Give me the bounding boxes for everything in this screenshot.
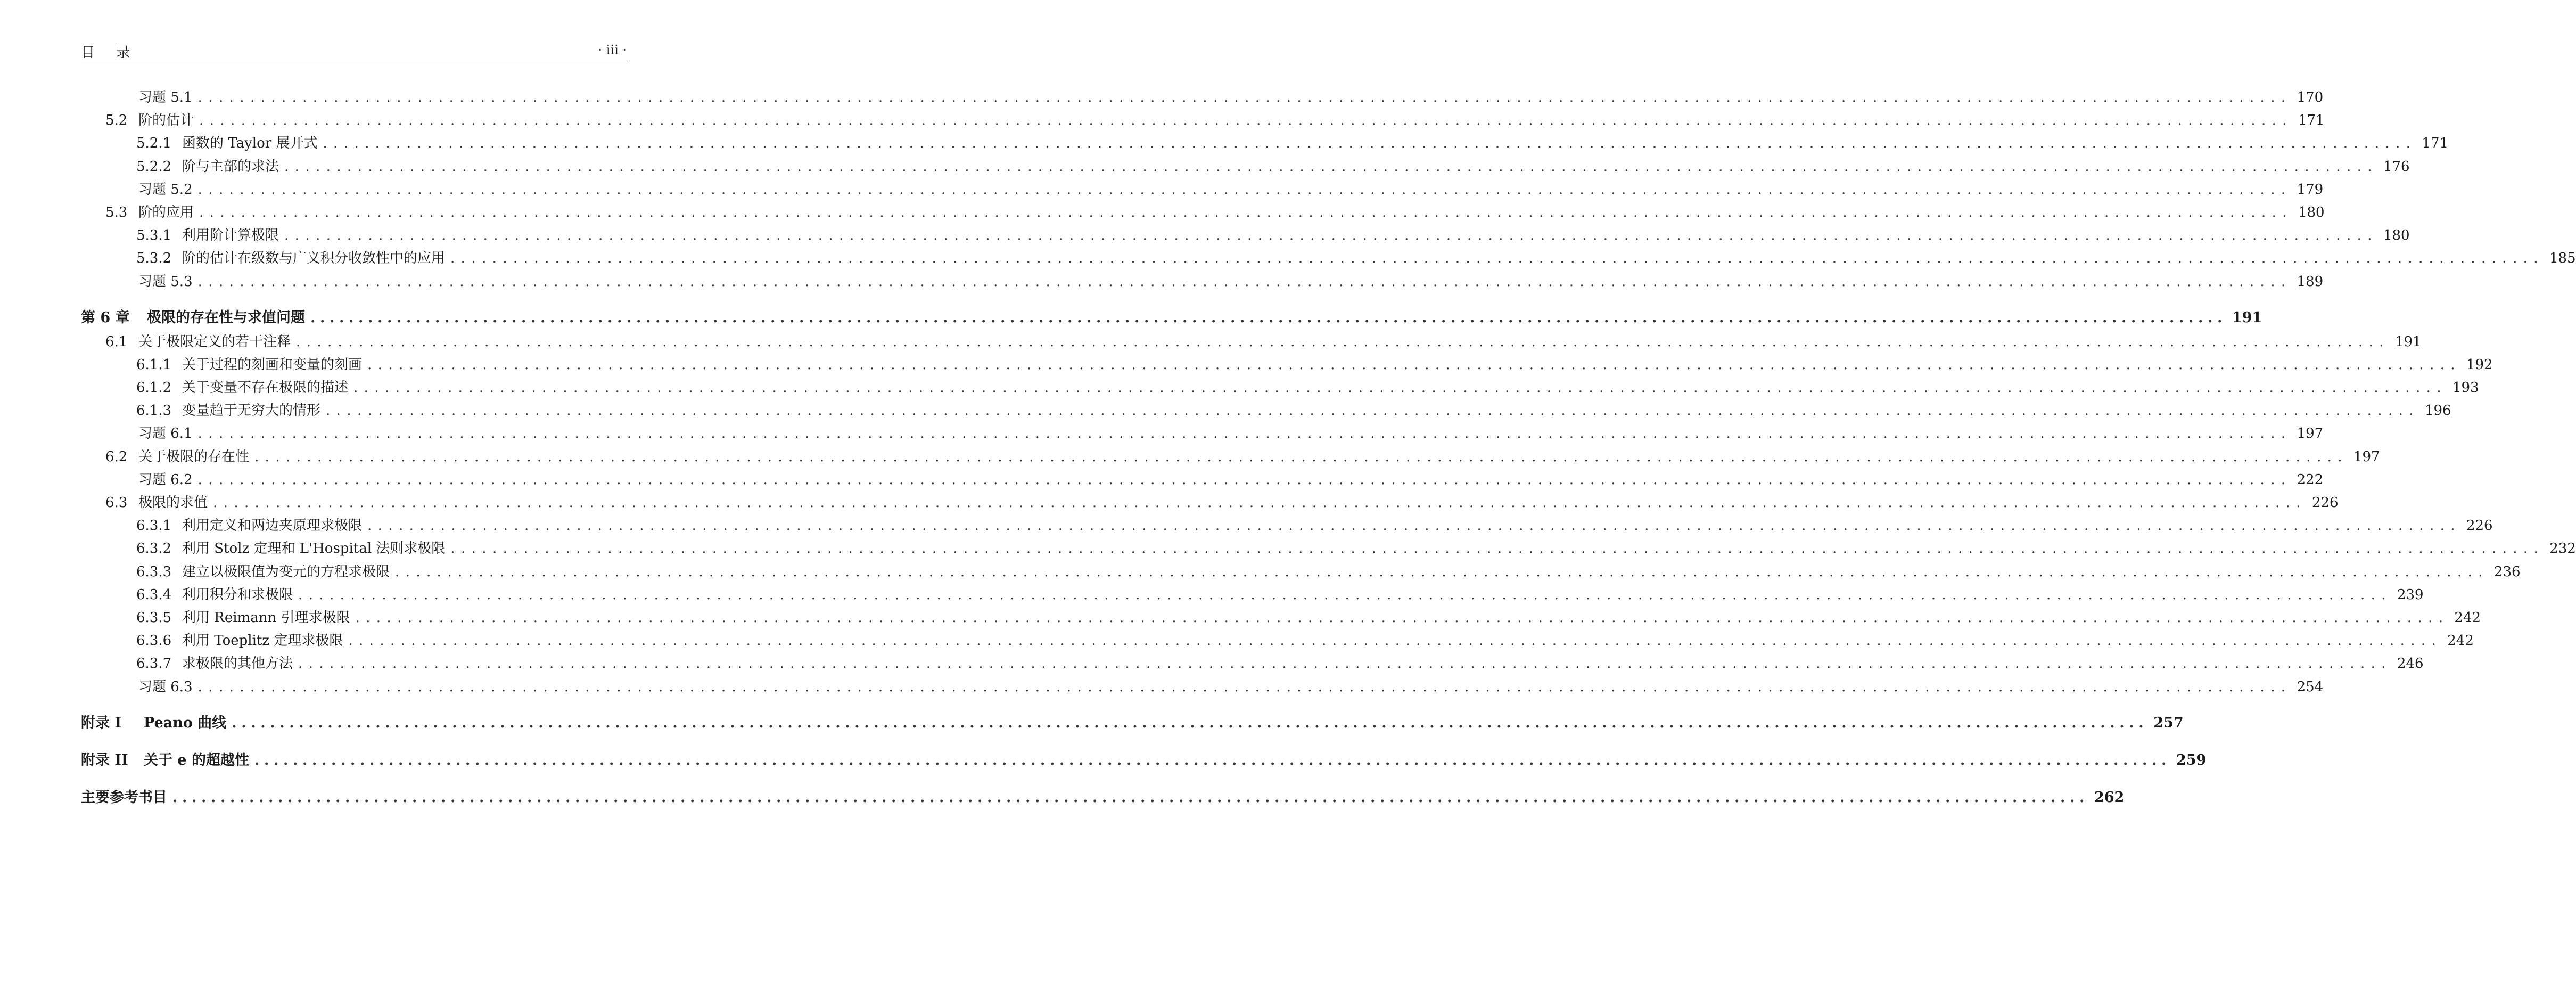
leader-dots: ........................................................................................................................................................................................................: [326, 403, 2419, 419]
entry-title: 关于变量不存在极限的描述: [182, 377, 353, 399]
entry-number: 6.2: [105, 448, 128, 465]
leader-dots: ........................................................................................................................................................................................................: [197, 426, 2292, 442]
entry-number: 5.2.2: [136, 158, 172, 175]
entry-number: 5.2: [105, 112, 128, 129]
entry-page-number: 246: [2392, 652, 2422, 675]
entry-title: 关于极限的存在性: [138, 446, 254, 469]
leader-dots: ........................................................................................................................................................................................................: [254, 448, 2348, 465]
entry-title: 习题 6.1: [138, 422, 198, 445]
leader-dots: ........................................................................................................................................................................................................: [450, 541, 2545, 557]
table-of-contents: [81, 86, 2576, 811]
entry-page-number: 191: [2390, 331, 2419, 354]
toc-entry[interactable]: [81, 514, 2493, 537]
leader-dots: ........................................................................................................................................................................................................: [298, 586, 2392, 603]
entry-title: 关于过程的刻画和变量的刻画: [182, 354, 367, 377]
entry-page-number: 242: [2449, 607, 2479, 629]
entry-page-number: 170: [2292, 86, 2322, 109]
leader-dots: ........................................................................................................................................................................................................: [348, 633, 2442, 649]
entry-page-number: 226: [2307, 492, 2336, 514]
chapter-number: 第 6 章: [81, 309, 130, 326]
entry-page-number: 262: [2089, 785, 2119, 811]
entry-title: 利用 Reimann 引理求极限: [182, 607, 355, 629]
entry-title: 利用 Stolz 定理和 L'Hospital 法则求极限: [182, 537, 450, 560]
entry-number: 6.3.5: [136, 609, 172, 626]
toc-entry[interactable]: [81, 109, 2325, 132]
toc-entry[interactable]: [81, 584, 2424, 607]
leader-dots: ........................................................................................................................................................................................................: [197, 89, 2292, 105]
entry-title: 求极限的其他方法: [182, 652, 298, 675]
entry-page-number: 236: [2489, 561, 2519, 584]
entry-number: 5.2.1: [136, 135, 172, 152]
entry-page-number: 222: [2292, 469, 2322, 492]
toc-chapter-6[interactable]: [81, 305, 2262, 331]
entry-page-number: 180: [2378, 224, 2408, 247]
entry-page-number: 192: [2461, 354, 2491, 377]
toc-appendix-entry[interactable]: [81, 785, 2125, 811]
entry-page-number: 171: [2293, 109, 2323, 132]
entry-page-number: 197: [2292, 422, 2322, 445]
leader-dots: ........................................................................................................................................................................................................: [197, 471, 2292, 488]
entry-number: 6.3.4: [136, 586, 172, 603]
toc-entry[interactable]: [81, 224, 2410, 247]
leader-dots: ........................................................................................................................................................................................................: [172, 789, 2089, 806]
toc-entry[interactable]: [81, 652, 2424, 675]
entry-title: 习题 5.1: [138, 86, 198, 109]
chapter-page-number: 191: [2227, 305, 2257, 331]
toc-entry[interactable]: [81, 676, 2324, 699]
entry-title: Peano 曲线: [144, 710, 232, 736]
entry-page-number: 189: [2292, 271, 2322, 293]
entry-title: 关于 e 的超越性: [144, 748, 254, 773]
entry-page-number: 254: [2292, 676, 2322, 699]
leader-dots: ........................................................................................................................................................................................................: [197, 678, 2292, 695]
header-page-label: · iii ·: [598, 43, 627, 58]
entry-page-number: 232: [2544, 537, 2574, 560]
leader-dots: ........................................................................................................................................................................................................: [367, 356, 2461, 373]
entry-number: 6.3.2: [136, 541, 172, 557]
entry-number: 6.1: [105, 333, 128, 350]
entry-title: 利用积分和求极限: [182, 584, 298, 607]
entry-page-number: 193: [2447, 377, 2477, 399]
leader-dots: ........................................................................................................................................................................................................: [197, 273, 2292, 290]
entry-title: 关于极限定义的若干注释: [138, 331, 296, 354]
leader-dots: ........................................................................................................................................................................................................: [284, 227, 2378, 244]
toc-entry[interactable]: [81, 271, 2324, 293]
entry-title: 阶与主部的求法: [182, 156, 284, 178]
leader-dots: ........................................................................................................................................................................................................: [395, 563, 2489, 580]
toc-entry[interactable]: [81, 201, 2325, 224]
entry-title: 利用阶计算极限: [182, 224, 284, 247]
leader-dots: ........................................................................................................................................................................................................: [353, 380, 2447, 396]
toc-entry[interactable]: [81, 422, 2324, 445]
leader-dots: ........................................................................................................................................................................................................: [284, 158, 2378, 175]
entry-number: 附录 I: [81, 714, 122, 731]
entry-page-number: 185: [2544, 247, 2574, 270]
toc-entry[interactable]: [81, 469, 2324, 492]
entry-title: 利用 Toeplitz 定理求极限: [182, 629, 348, 652]
entry-number: 6.3.6: [136, 633, 172, 649]
toc-entry[interactable]: [81, 377, 2479, 399]
toc-entry[interactable]: [81, 607, 2481, 629]
entry-title: 习题 6.2: [138, 469, 198, 492]
entry-page-number: 197: [2348, 446, 2378, 469]
entry-page-number: 226: [2461, 514, 2491, 537]
leader-dots: ........................................................................................................................................................................................................: [323, 135, 2417, 152]
entry-page-number: 171: [2416, 132, 2446, 155]
entry-page-number: 239: [2392, 584, 2422, 607]
toc-appendices: [81, 699, 2207, 811]
entry-title: 习题 6.3: [138, 676, 198, 699]
toc-entry[interactable]: [81, 331, 2422, 354]
entry-number: 6.3.3: [136, 563, 172, 580]
entry-number: 6.3.7: [136, 656, 172, 672]
entry-page-number: 196: [2419, 399, 2449, 422]
toc-entry[interactable]: [81, 446, 2380, 469]
entry-number: 附录 II: [81, 751, 128, 768]
entry-title: 阶的估计: [138, 109, 199, 132]
toc-entry[interactable]: [81, 629, 2474, 652]
entry-page-number: 176: [2378, 156, 2408, 178]
leader-dots: ........................................................................................................................................................................................................: [355, 609, 2449, 626]
entry-title: 阶的应用: [138, 201, 199, 224]
entry-title: 建立以极限值为变元的方程求极限: [182, 561, 395, 584]
entry-number: 6.3.1: [136, 518, 172, 534]
entry-number: 5.3.2: [136, 250, 172, 267]
leader-dots: ........................................................................................................................................................................................................: [254, 751, 2171, 768]
entry-page-number: 259: [2171, 748, 2201, 773]
entry-number: 5.3: [105, 204, 128, 220]
entry-page-number: 257: [2148, 710, 2178, 736]
leader-dots: ........................................................................................................................................................................................................: [199, 204, 2293, 220]
chapter-title: 极限的存在性与求值问题: [147, 305, 310, 331]
toc-entry[interactable]: [81, 156, 2410, 178]
header-section-title: 目 录: [81, 45, 139, 61]
toc-entry[interactable]: [81, 247, 2576, 270]
toc-chapter5-section: [81, 86, 2576, 293]
entry-page-number: 179: [2292, 178, 2322, 201]
toc-entry[interactable]: [81, 86, 2324, 109]
entry-number: 6.1.3: [136, 403, 172, 419]
toc-entry[interactable]: [81, 399, 2451, 422]
toc-appendix-entry[interactable]: [81, 710, 2184, 736]
leader-dots: ........................................................................................................................................................................................................: [199, 112, 2293, 129]
leader-dots: ........................................................................................................................................................................................................: [367, 518, 2461, 534]
toc-entry[interactable]: [81, 354, 2493, 377]
entry-page-number: 242: [2442, 629, 2472, 652]
toc-entry[interactable]: [81, 537, 2576, 560]
leader-dots: ........................................................................................................................................................................................................: [296, 333, 2390, 350]
entry-title: 函数的 Taylor 展开式: [182, 132, 323, 155]
leader-dots: ........................................................................................................................................................................................................: [298, 656, 2392, 672]
toc-chapter6-section: [81, 331, 2576, 699]
entry-title: 习题 5.2: [138, 178, 198, 201]
toc-entry[interactable]: [81, 132, 2449, 155]
entry-number: 6.1.1: [136, 356, 172, 373]
leader-dots: ........................................................................................................................................................................................................: [310, 309, 2227, 326]
entry-number: 6.3: [105, 495, 128, 511]
entry-title: 阶的估计在级数与广义积分收敛性中的应用: [182, 247, 450, 270]
entry-page-number: 180: [2293, 201, 2323, 224]
leader-dots: ........................................................................................................................................................................................................: [232, 714, 2149, 731]
running-header: [81, 42, 627, 61]
toc-entry[interactable]: [81, 492, 2339, 514]
entry-number: 6.1.2: [136, 380, 172, 396]
leader-dots: ........................................................................................................................................................................................................: [450, 250, 2544, 267]
entry-title: 主要参考书目: [81, 785, 172, 811]
toc-entry[interactable]: [81, 178, 2324, 201]
toc-appendix-entry[interactable]: [81, 748, 2207, 773]
entry-title: 极限的求值: [138, 492, 213, 514]
entry-title: 利用定义和两边夹原理求极限: [182, 514, 367, 537]
entry-title: 习题 5.3: [138, 271, 198, 293]
entry-number: 5.3.1: [136, 227, 172, 244]
toc-entry[interactable]: [81, 561, 2521, 584]
leader-dots: ........................................................................................................................................................................................................: [213, 495, 2307, 511]
entry-title: 变量趋于无穷大的情形: [182, 399, 326, 422]
leader-dots: ........................................................................................................................................................................................................: [197, 181, 2292, 198]
